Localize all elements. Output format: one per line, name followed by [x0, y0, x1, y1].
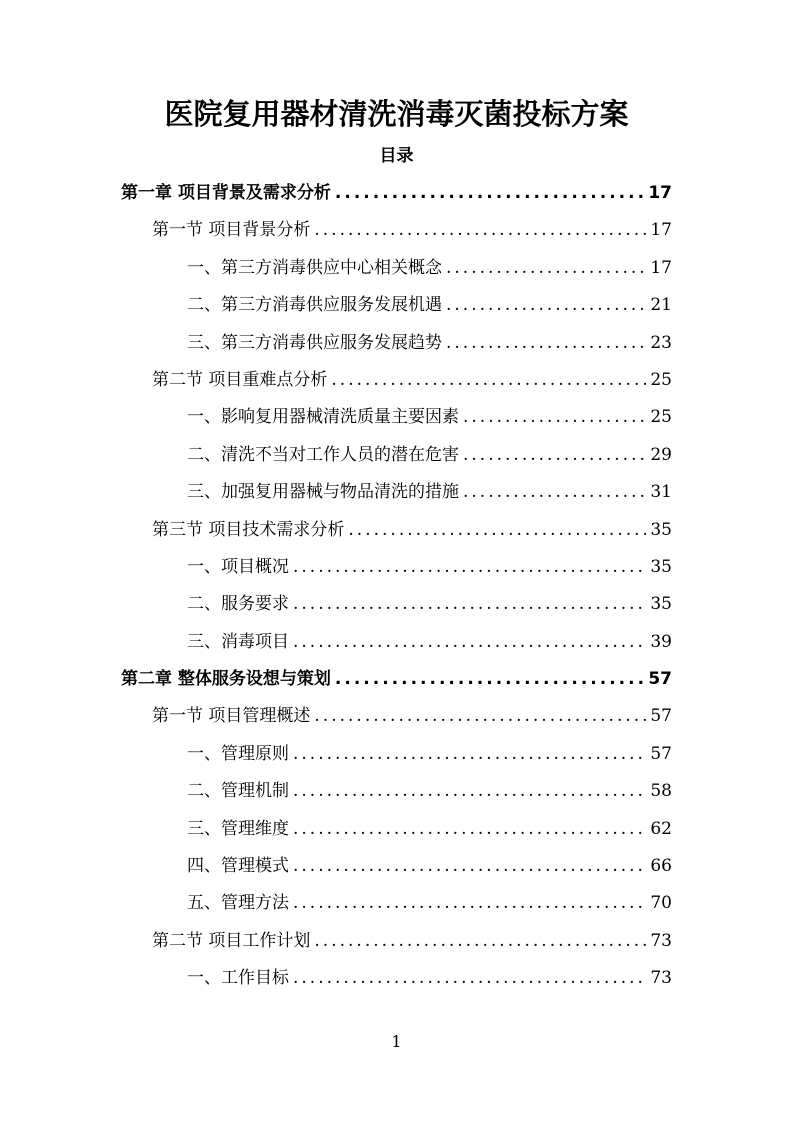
toc-entry-page: 39	[650, 631, 672, 652]
toc-heading: 目录	[379, 146, 414, 166]
toc-leader-dots	[293, 549, 646, 586]
toc-entry-section[interactable]	[0, 362, 793, 399]
toc-entry-item[interactable]	[0, 811, 793, 848]
toc-entry-page: 17	[650, 220, 672, 241]
toc-entry-label: 第三节 项目技术需求分析	[152, 519, 345, 540]
toc-entry-label: 五、管理方法	[187, 893, 289, 914]
toc-entry-label: 一、管理原则	[187, 743, 289, 764]
toc-entry-label: 三、消毒项目	[187, 631, 289, 652]
toc-entry-item[interactable]	[0, 586, 793, 623]
toc-leader-dots	[331, 362, 646, 399]
toc-leader-dots	[463, 474, 646, 511]
toc-entry-page: 70	[650, 893, 672, 914]
toc-entry-page: 35	[650, 556, 672, 577]
toc-leader-dots	[463, 437, 646, 474]
toc-entry-item[interactable]	[0, 549, 793, 586]
toc-entry-label: 四、管理模式	[187, 856, 289, 877]
toc-entry-label: 第二节 项目重难点分析	[152, 369, 328, 390]
toc-leader-dots	[293, 848, 646, 885]
toc-entry-item[interactable]	[0, 885, 793, 922]
toc-entry-page: 35	[650, 519, 672, 540]
toc-leader-dots	[314, 923, 646, 960]
table-of-contents	[0, 175, 793, 998]
toc-leader-dots	[293, 811, 646, 848]
toc-entry-item[interactable]	[0, 624, 793, 661]
toc-entry-chapter[interactable]	[0, 175, 793, 212]
toc-entry-label: 第一节 项目管理概述	[152, 706, 311, 727]
toc-leader-dots	[446, 287, 646, 324]
toc-entry-label: 二、服务要求	[187, 594, 289, 615]
toc-entry-item[interactable]	[0, 773, 793, 810]
document-title: 医院复用器材清洗消毒灭菌投标方案	[164, 97, 629, 131]
toc-leader-dots	[348, 512, 646, 549]
toc-entry-item[interactable]	[0, 474, 793, 511]
toc-entry-label: 三、管理维度	[187, 818, 289, 839]
toc-entry-page: 57	[650, 743, 672, 764]
toc-entry-label: 二、管理机制	[187, 781, 289, 802]
toc-entry-label: 二、清洗不当对工作人员的潜在危害	[187, 444, 459, 465]
toc-entry-label: 三、第三方消毒供应服务发展趋势	[187, 332, 442, 353]
toc-entry-item[interactable]	[0, 250, 793, 287]
toc-entry-page: 58	[650, 781, 672, 802]
toc-entry-page: 29	[650, 444, 672, 465]
toc-leader-dots	[314, 212, 646, 249]
toc-entry-page: 17	[650, 257, 672, 278]
toc-entry-label: 第二节 项目工作计划	[152, 930, 311, 951]
toc-entry-page: 31	[650, 482, 672, 503]
toc-leader-dots	[446, 325, 646, 362]
toc-leader-dots	[293, 885, 646, 922]
toc-entry-label: 一、工作目标	[187, 968, 289, 989]
page-number: 1	[391, 1032, 402, 1051]
toc-entry-label: 第一节 项目背景分析	[152, 220, 311, 241]
toc-entry-page: 21	[650, 295, 672, 316]
toc-entry-section[interactable]	[0, 698, 793, 735]
toc-entry-label: 第一章 项目背景及需求分析	[121, 183, 331, 203]
toc-leader-dots	[446, 250, 646, 287]
toc-leader-dots	[293, 960, 646, 997]
toc-entry-page: 62	[650, 818, 672, 839]
toc-entry-page: 25	[650, 407, 672, 428]
toc-entry-page: 73	[650, 930, 672, 951]
toc-leader-dots	[293, 624, 646, 661]
toc-entry-chapter[interactable]	[0, 661, 793, 698]
toc-entry-label: 二、第三方消毒供应服务发展机遇	[187, 295, 442, 316]
toc-leader-dots	[293, 773, 646, 810]
toc-entry-page: 57	[650, 706, 672, 727]
toc-entry-section[interactable]	[0, 212, 793, 249]
toc-entry-section[interactable]	[0, 923, 793, 960]
toc-entry-label: 第二章 整体服务设想与策划	[121, 669, 331, 690]
toc-entry-page: 23	[650, 332, 672, 353]
toc-entry-section[interactable]	[0, 512, 793, 549]
toc-leader-dots	[335, 661, 646, 698]
toc-leader-dots	[314, 698, 646, 735]
toc-entry-item[interactable]	[0, 325, 793, 362]
toc-entry-page: 17	[648, 183, 672, 203]
toc-entry-page: 73	[650, 968, 672, 989]
toc-entry-item[interactable]	[0, 437, 793, 474]
toc-entry-label: 三、加强复用器械与物品清洗的措施	[187, 482, 459, 503]
toc-entry-page: 25	[650, 369, 672, 390]
toc-entry-page: 57	[648, 669, 672, 690]
toc-entry-item[interactable]	[0, 736, 793, 773]
toc-entry-item[interactable]	[0, 287, 793, 324]
toc-entry-page: 66	[650, 856, 672, 877]
toc-leader-dots	[335, 175, 646, 212]
toc-entry-label: 一、项目概况	[187, 556, 289, 577]
toc-leader-dots	[463, 399, 646, 436]
toc-entry-item[interactable]	[0, 399, 793, 436]
toc-leader-dots	[293, 586, 646, 623]
toc-leader-dots	[293, 736, 646, 773]
toc-entry-label: 一、影响复用器械清洗质量主要因素	[187, 407, 459, 428]
toc-entry-item[interactable]	[0, 848, 793, 885]
toc-entry-label: 一、第三方消毒供应中心相关概念	[187, 257, 442, 278]
toc-entry-item[interactable]	[0, 960, 793, 997]
toc-entry-page: 35	[650, 594, 672, 615]
